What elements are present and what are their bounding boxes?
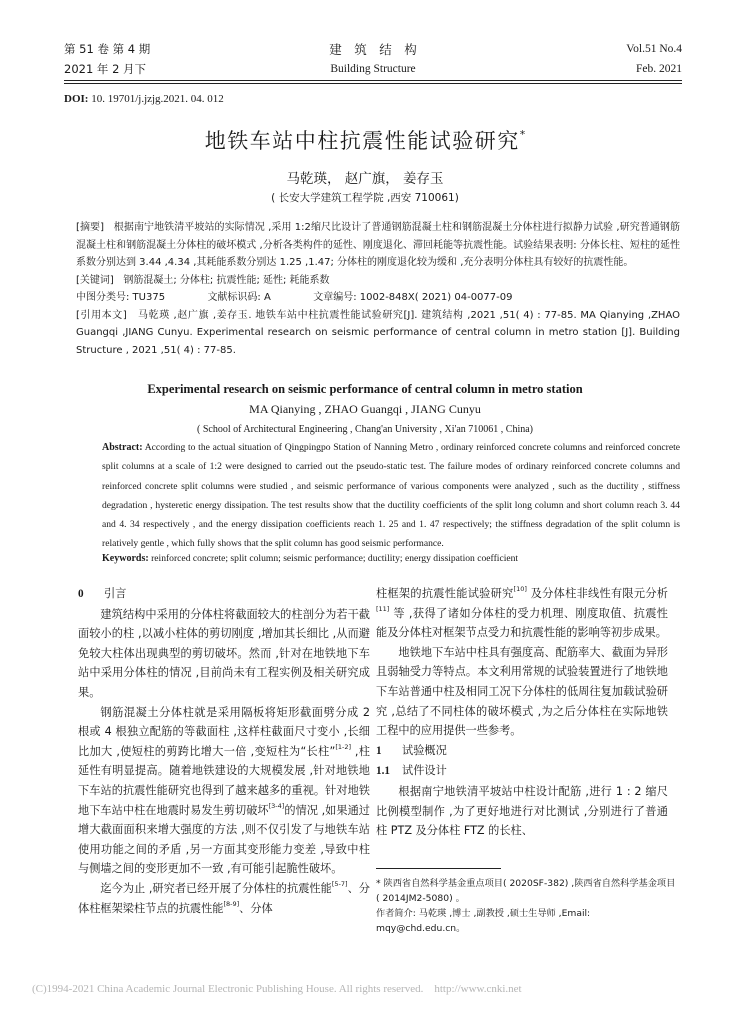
footnotes [376, 876, 676, 936]
affiliation-cn: ( 长安大学建筑工程学院 ,西安 710061) [271, 192, 459, 204]
chinese-front-matter [76, 219, 680, 359]
paper-title [0, 125, 730, 155]
doi-label: DOI: [64, 93, 89, 105]
citation-text: 马乾瑛 ,赵广旗 ,姜存玉. 地铁车站中柱抗震性能试验研究[J]. 建筑结构 ,2021 ,51( 4) : 77-85. MA Qianying ,ZHAO Guangqi ,JIANG Cunyu. Experimental research on seismic performance of central column in metro station [J]. Building Structure , 2021 ,51( 4) : 77-85. [76, 309, 680, 356]
abstract-cn-label: [摘要] [76, 222, 105, 233]
footnote-rule [376, 868, 501, 869]
paragraph-text: 钢筋混凝土分体柱就是采用隔板将矩形截面劈分成 2 根或 4 根独立配筋的等截面柱 ,这样柱截面尺寸变小 ,长细比加大 ,使短柱的剪跨比增大一倍 ,变短柱为“长柱” [78, 705, 370, 758]
english-abstract-label: Abstract: [102, 442, 143, 453]
citation-ref: [1-2] [335, 742, 352, 751]
section-number: 1.1 [376, 765, 390, 778]
footnote-author-bio: 作者简介: 马乾瑛 ,博士 ,副教授 ,硕士生导师 ,Email: mqy@chd.edu.cn。 [376, 908, 591, 934]
section-number: 0 [78, 588, 84, 600]
english-abstract-text: According to the actual situation of Qingpingpo Station of Nanning Metro , ordinary reinforced concrete columns and reinforced concrete split columns at a scale of 1:2 were designed to carried out the pseudo-static test. The failure modes of ordinary reinforced concrete columns and reinforced concrete split columns were studied , and seismic performance of various components were analyzed , such as the ductility , stiffness degradation , hysteretic energy dissipation. The test results show that the ductility coefficients of the split long column and short column reach 3. 44 and 4. 34 respectively , and the energy dissipation coefficients reach 1. 25 and 1. 47 respectively; the stiffness degradation of the split column is relatively gentle , which fully shows that the split column has good seismic performance. [102, 442, 680, 550]
paragraph: 根据南宁地铁清平坡站中柱设计配筋 ,进行 1 : 2 缩尺比例模型制作 ,为了更好地进行对比测试 ,分别进行了普通柱 PTZ 及分体柱 FTZ 的长柱、 [376, 784, 668, 838]
title-footnote-mark: * [519, 128, 526, 141]
copyright-watermark: (C)1994-2021 China Academic Journal Electronic Publishing House. All rights reserved. http://www.cnki.net [32, 983, 522, 995]
citation-ref: [8-9] [223, 899, 240, 908]
section-heading-0 [78, 584, 370, 605]
section-title: 试件设计 [402, 764, 447, 778]
english-keywords-text: reinforced concrete; split column; seismic performance; ductility; energy dissipation coefficient [148, 553, 519, 564]
body-column-left [78, 584, 370, 918]
authors-cn: 马乾瑛， 赵广旗， 姜存玉 [286, 171, 444, 187]
citation-ref: [10] [513, 585, 527, 593]
issue-date-en: Feb. 2021 [636, 63, 682, 75]
paragraph-text: 迄今为止 ,研究者已经开展了分体柱的抗震性能 [100, 881, 332, 895]
volume-issue-cn: 第 51 卷 第 4 期 [64, 42, 151, 56]
section-number: 1 [376, 744, 382, 757]
paragraph-text: 、分体 [239, 901, 273, 915]
document-code: 文献标识码: A [207, 292, 271, 303]
journal-name-en: Building Structure [330, 63, 416, 75]
paragraph: 地铁地下车站中柱具有强度高、配筋率大、截面为异形且弱轴受力等特点。本文利用常规的试验装置进行了地铁地下车站普通中柱及相同工况下分体柱的低周往复加载试验研究 ,总结了不同柱体的破坏模式 ,为之后分体柱在实际地铁工程中的应用提供一些参考。 [376, 645, 668, 738]
english-keywords [102, 553, 680, 564]
english-affiliation: ( School of Architectural Engineering , Chang'an University , Xi'an 710061 , China) [196, 424, 534, 435]
article-number: 文章编号: 1002-848X( 2021) 04-0077-09 [313, 292, 513, 303]
classification-line [76, 289, 680, 307]
citation-ref: [3-4] [268, 801, 285, 810]
section-heading-1-1 [376, 761, 668, 782]
paragraph-text: 、分体柱框架梁柱节点的抗震性能 [78, 881, 370, 915]
citation [76, 307, 680, 360]
doi [64, 93, 224, 105]
english-abstract [102, 438, 680, 554]
english-keywords-label: Keywords: [102, 553, 149, 564]
section-heading-1 [376, 741, 668, 762]
paper-title-text: 地铁车站中柱抗震性能试验研究 [204, 129, 520, 153]
paragraph-text: 及分体柱非线性有限元分析 [526, 587, 668, 600]
paragraph-text: 柱框架的抗震性能试验研究 [376, 587, 514, 600]
clc-number: 中图分类号: TU375 [76, 292, 166, 303]
paragraph-text: 的情况 ,如果通过增大截面面积来增大强度的方法 ,则不仅引发了与地铁车站使用功能之间的矛盾 ,另一方面其变形能力变差 ,导致中柱与侧墙之间的变形更加不一致 ,有可能引起脆性破坏。 [78, 803, 370, 876]
keywords-cn [76, 272, 680, 290]
paragraph [78, 879, 370, 918]
paragraph-text: 等 ,获得了诸如分体柱的受力机理、刚度取值、抗震性能及分体柱对框架节点受力和抗震性能的影响等初步成果。 [376, 606, 668, 640]
section-title: 引言 [104, 587, 127, 600]
issue-date-cn: 2021 年 2 月下 [64, 62, 147, 76]
keywords-cn-label: [关键词] [76, 274, 114, 286]
section-title: 试验概况 [402, 743, 447, 757]
citation-label: [引用本文] [76, 309, 127, 321]
header-rule-thin [64, 83, 682, 84]
paragraph: 建筑结构中采用的分体柱将截面较大的柱剖分为若干截面较小的柱 ,以减小柱体的剪切刚度 ,增加其长细比 ,从而避免较大柱体出现典型的剪切破坏。然而 ,针对在地铁地下车站中采用分体柱的情况 ,目前尚未有工程实例及相关研究成果。 [78, 607, 370, 699]
english-title: Experimental research on seismic performance of central column in metro station [147, 382, 583, 396]
abstract-cn-text: 根据南宁地铁清平坡站的实际情况 ,采用 1:2缩尺比设计了普通钢筋混凝土柱和钢筋混凝土分体柱进行拟静力试验 ,研究普通钢筋混凝土柱和钢筋混凝土分体柱的破坏模式 ,分析各类构件的延性、刚度退化、滞回耗能等抗震性能。试验结果表明: 分体长柱、短柱的延性系数分别达到 3.44 ,4.34 ,其耗能系数分别达 1.25 ,1.47; 分体柱的刚度退化较为缓和 ,充分表明分体柱具有较好的抗震性能。 [76, 222, 680, 268]
keywords-cn-text: 钢筋混凝土; 分体柱; 抗震性能; 延性; 耗能系数 [123, 274, 330, 286]
abstract-cn [76, 219, 680, 272]
journal-name-cn: 建 筑 结 构 [329, 42, 417, 57]
paragraph [78, 703, 370, 879]
footnote-funding: * 陕西省自然科学基金重点项目( 2020SF-382) ,陕西省自然科学基金项目( 2014JM2-5080) 。 [376, 878, 676, 904]
header-rule-thick [64, 80, 682, 81]
body-column-right [376, 584, 668, 841]
citation-ref: [11] [376, 604, 390, 613]
paragraph-text: ,柱延性有明显提高。随着地铁建设的大规模发展 ,针对地铁地下车站的抗震性能研究也得到了越来越多的重视。针对地铁地下车站中柱在地震时易发生剪切破坏 [78, 744, 370, 817]
doi-value: 10. 19701/j.jzjg.2021. 04. 012 [88, 93, 224, 105]
paragraph-continued [376, 584, 668, 643]
volume-issue-en: Vol.51 No.4 [626, 43, 682, 55]
english-authors: MA Qianying , ZHAO Guangqi , JIANG Cunyu [249, 402, 481, 416]
citation-ref: [5-7] [331, 879, 348, 888]
